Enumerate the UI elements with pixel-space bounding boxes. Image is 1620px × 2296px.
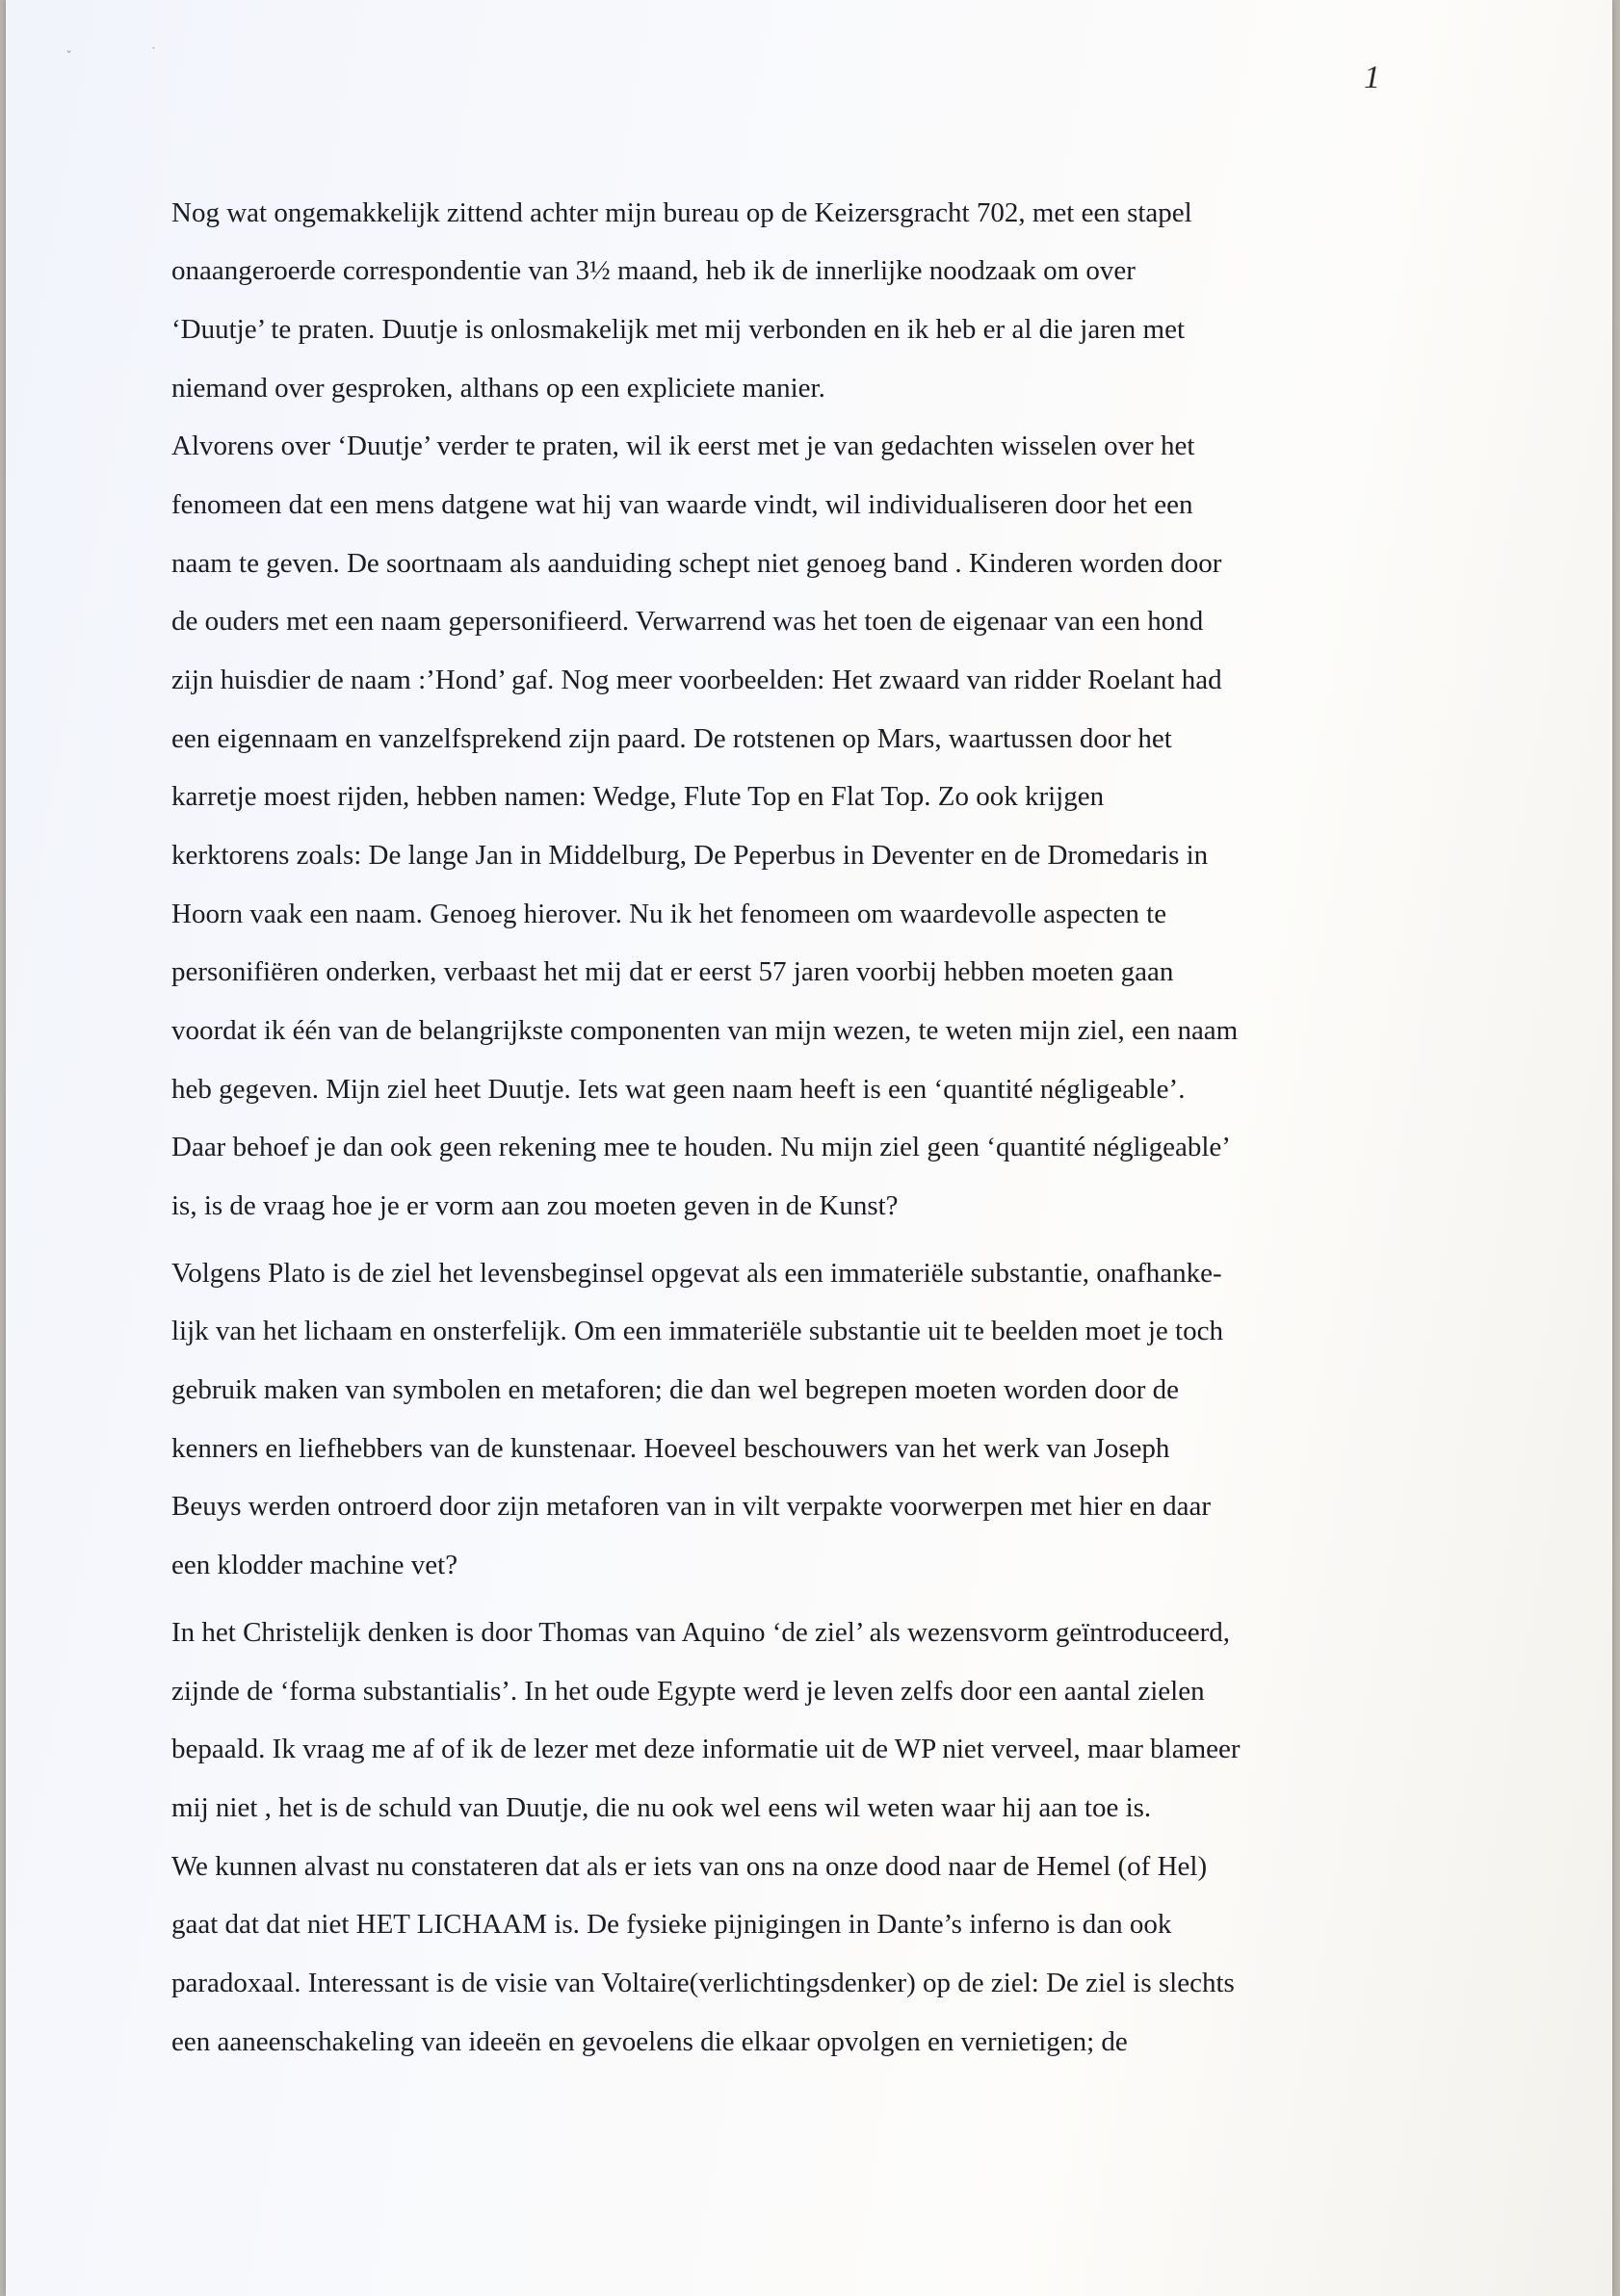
- text-line: gaat dat dat niet HET LICHAAM is. De fysieke pijnigingen in Dante’s inferno is dan ook: [171, 1909, 1172, 1940]
- text-line: Alvorens over ‘Duutje’ verder te praten, wil ik eerst met je van gedachten wisselen over het: [171, 430, 1195, 461]
- text-line: niemand over gesproken, althans op een expliciete manier.: [171, 373, 825, 404]
- text-line: karretje moest rijden, hebben namen: Wedge, Flute Top en Flat Top. Zo ook krijgen: [171, 781, 1105, 812]
- text-line: zijnde de ‘forma substantialis’. In het oude Egypte werd je leven zelfs door een aantal zielen: [171, 1676, 1205, 1707]
- text-line: gebruik maken van symbolen en metaforen; die dan wel begrepen moeten worden door de: [171, 1374, 1180, 1405]
- text-line: mij niet , het is de schuld van Duutje, die nu ook wel eens wil weten waar hij aan toe is.: [171, 1792, 1152, 1823]
- text-line: Beuys werden ontroerd door zijn metaforen van in vilt verpakte voorwerpen met hier en daar: [171, 1491, 1212, 1522]
- text-line: de ouders met een naam gepersonifieerd. Verwarrend was het toen de eigenaar van een hond: [171, 606, 1204, 637]
- text-line: We kunnen alvast nu constateren dat als er iets van ons na onze dood naar de Hemel (of Hel): [171, 1851, 1208, 1882]
- text-line: een klodder machine vet?: [171, 1550, 458, 1580]
- text-line: kerktorens zoals: De lange Jan in Middelburg, De Peperbus in Deventer en de Dromedaris in: [171, 840, 1209, 871]
- text-line: personifiëren onderken, verbaast het mij dat er eerst 57 jaren voorbij hebben moeten gaan: [171, 956, 1174, 987]
- text-line: bepaald. Ik vraag me af of ik de lezer met deze informatie uit de WP niet verveel, maar blameer: [171, 1734, 1241, 1764]
- text-line: lijk van het lichaam en onsterfelijk. Om een immateriële substantie uit te beelden moet je toch: [171, 1316, 1223, 1346]
- text-line: is, is de vraag hoe je er vorm aan zou moeten geven in de Kunst?: [171, 1190, 899, 1221]
- text-line: Hoorn vaak een naam. Genoeg hierover. Nu ik het fenomeen om waardevolle aspecten te: [171, 899, 1167, 929]
- text-line: Nog wat ongemakkelijk zittend achter mijn bureau op de Keizersgracht 702, met een stapel: [171, 197, 1192, 228]
- text-line: In het Christelijk denken is door Thomas van Aquino ‘de ziel’ als wezensvorm geïntroduceerd,: [171, 1617, 1231, 1648]
- text-line: een aaneenschakeling van ideeën en gevoelens die elkaar opvolgen en vernietigen; de: [171, 2026, 1128, 2057]
- text-line: voordat ik één van de belangrijkste componenten van mijn wezen, te weten mijn ziel, een naam: [171, 1015, 1239, 1046]
- corner-speck: ˇ: [65, 50, 72, 65]
- text-line: kenners en liefhebbers van de kunstenaar. Hoeveel beschouwers van het werk van Joseph: [171, 1433, 1170, 1464]
- page-number: 1: [1364, 60, 1380, 95]
- text-line: zijn huisdier de naam :’Hond’ gaf. Nog meer voorbeelden: Het zwaard van ridder Roelant had: [171, 665, 1222, 695]
- text-line: ‘Duutje’ te praten. Duutje is onlosmakelijk met mij verbonden en ik heb er al die jaren met: [171, 314, 1186, 345]
- text-line: een eigennaam en vanzelfsprekend zijn paard. De rotstenen op Mars, waartussen door het: [171, 723, 1172, 754]
- text-line: heb gegeven. Mijn ziel heet Duutje. Iets wat geen naam heeft is een ‘quantité négligeable’.: [171, 1074, 1186, 1105]
- text-line: fenomeen dat een mens datgene wat hij van waarde vindt, wil individualiseren door het een: [171, 489, 1193, 520]
- document-page: [6, 0, 1612, 2296]
- text-line: Daar behoef je dan ook geen rekening mee te houden. Nu mijn ziel geen ‘quantité négligeable’: [171, 1132, 1231, 1162]
- text-line: Volgens Plato is de ziel het levensbeginsel opgevat als een immateriële substantie, onafhanke-: [171, 1258, 1222, 1289]
- corner-speck: ˙: [150, 46, 157, 62]
- text-line: naam te geven. De soortnaam als aanduiding schept niet genoeg band . Kinderen worden door: [171, 548, 1222, 579]
- text-line: onaangeroerde correspondentie van 3½ maand, heb ik de innerlijke noodzaak om over: [171, 255, 1136, 286]
- text-line: paradoxaal. Interessant is de visie van Voltaire(verlichtingsdenker) op de ziel: De ziel is slechts: [171, 1968, 1235, 1998]
